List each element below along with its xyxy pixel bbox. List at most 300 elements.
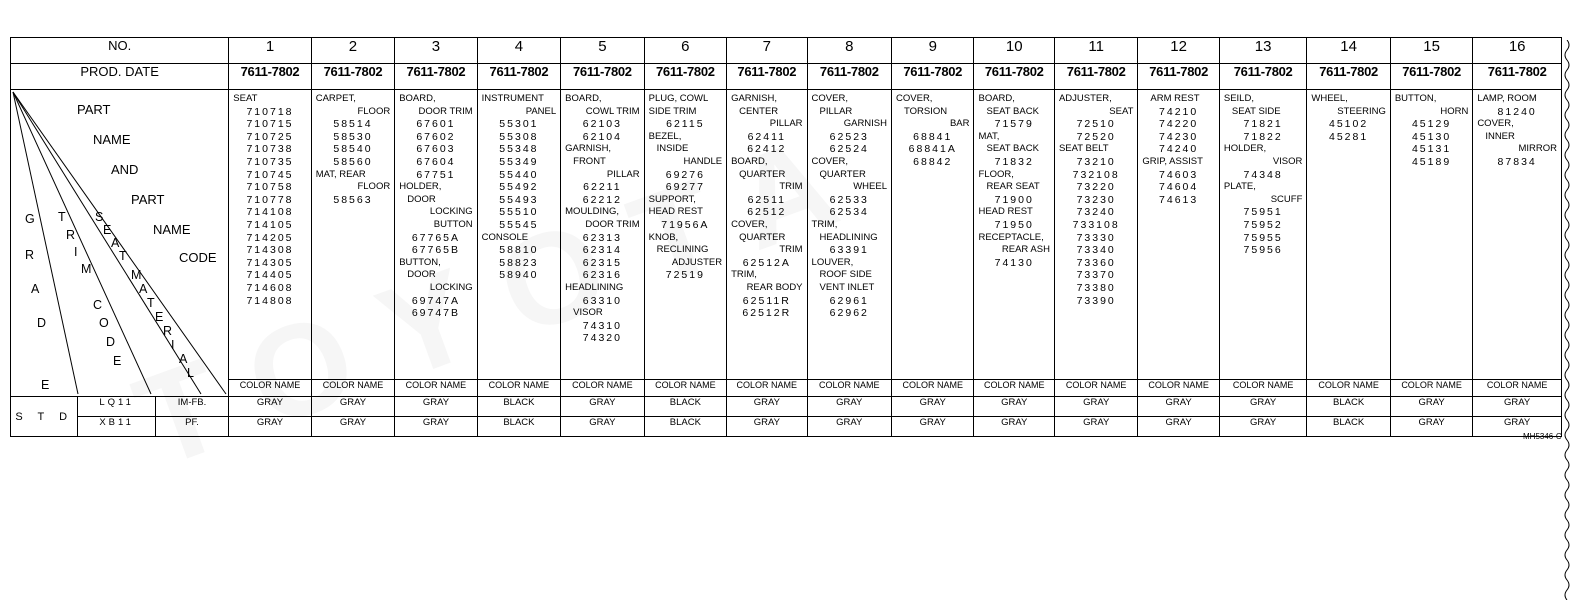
color-value: GRAY bbox=[311, 397, 394, 417]
part-name: COVER, bbox=[811, 93, 848, 104]
part-name: ADJUSTER, bbox=[1058, 93, 1112, 104]
legend-name: NAME bbox=[93, 132, 131, 147]
prod-date-value: 7611-7802 bbox=[1473, 64, 1562, 90]
part-code: 714608 bbox=[246, 281, 294, 294]
part-name: SEAT bbox=[233, 93, 258, 104]
part-name: CONSOLE bbox=[481, 231, 529, 243]
part-code: 73330 bbox=[1076, 231, 1116, 244]
column-number: 3 bbox=[395, 38, 477, 64]
part-code: 45131 bbox=[1411, 143, 1452, 156]
part-name: HOLDER, bbox=[399, 181, 442, 193]
part-code: 69747B bbox=[411, 307, 461, 320]
part-code: 87834 bbox=[1497, 155, 1537, 168]
prod-date-value: 7611-7802 bbox=[311, 64, 394, 90]
column-number: 6 bbox=[644, 38, 726, 64]
part-code: 74310 bbox=[582, 319, 622, 332]
part-code: 710778 bbox=[246, 193, 294, 206]
color-value: GRAY bbox=[974, 397, 1054, 417]
part-code: 710715 bbox=[246, 118, 294, 131]
part-code: 62315 bbox=[582, 256, 622, 269]
legend-diagram bbox=[11, 90, 229, 397]
column-number: 4 bbox=[477, 38, 560, 64]
part-name: SEILD, bbox=[1223, 93, 1254, 104]
part-code: 75952 bbox=[1243, 218, 1283, 231]
part-name: HEAD REST bbox=[978, 206, 1033, 218]
seat-material-letter: I bbox=[171, 338, 175, 352]
part-code: 71950 bbox=[994, 218, 1034, 231]
part-name: CENTER bbox=[739, 105, 779, 117]
part-name: PANEL bbox=[525, 105, 557, 117]
part-name: INSIDE bbox=[656, 143, 689, 155]
part-code: 62512A bbox=[742, 256, 791, 269]
part-name: HEADLINING bbox=[565, 281, 624, 293]
legend-and: AND bbox=[111, 162, 139, 177]
part-name: BAR bbox=[949, 118, 970, 130]
part-code: 45189 bbox=[1411, 155, 1452, 168]
part-name: GRIP, ASSIST bbox=[1142, 155, 1203, 167]
prod-date-value: 7611-7802 bbox=[974, 64, 1054, 90]
part-name: MAT, bbox=[978, 130, 1000, 142]
color-name-header: COLOR NAME bbox=[1054, 380, 1137, 397]
part-name: RECLINING bbox=[656, 244, 709, 256]
part-name: BUTTON, bbox=[1394, 93, 1437, 104]
part-code: 62533 bbox=[829, 193, 869, 206]
part-code: 63391 bbox=[829, 244, 869, 257]
part-code: 71822 bbox=[1243, 130, 1283, 143]
part-name: COWL TRIM bbox=[585, 105, 640, 117]
seat-material-letter: A bbox=[111, 236, 120, 250]
color-value: GRAY bbox=[311, 417, 394, 437]
color-value: GRAY bbox=[1473, 417, 1562, 437]
parts-list bbox=[1138, 90, 1219, 380]
part-code: 58563 bbox=[333, 193, 373, 206]
color-name-header: COLOR NAME bbox=[1473, 380, 1562, 397]
part-name: HEAD REST bbox=[648, 206, 703, 218]
part-name: SEAT BACK bbox=[986, 143, 1039, 155]
part-name: KNOB, bbox=[648, 231, 679, 243]
part-code: 63310 bbox=[582, 294, 622, 307]
part-name: LOUVER, bbox=[811, 256, 854, 268]
part-name: TORSION bbox=[904, 105, 948, 117]
part-code: 73220 bbox=[1076, 181, 1116, 194]
part-code: 71832 bbox=[994, 155, 1034, 168]
part-name: STEERING bbox=[1337, 105, 1386, 117]
prod-date-value: 7611-7802 bbox=[1390, 64, 1472, 90]
part-name: FLOOR, bbox=[978, 168, 1014, 180]
part-code: 55510 bbox=[499, 206, 539, 219]
part-name: INNER bbox=[1485, 130, 1515, 142]
part-code: 732108 bbox=[1072, 168, 1120, 181]
seat-material-letter: L bbox=[187, 366, 194, 380]
column-number: 2 bbox=[311, 38, 394, 64]
part-name: SEAT SIDE bbox=[1231, 105, 1281, 117]
prod-date-value: 7611-7802 bbox=[1054, 64, 1137, 90]
part-code: 74348 bbox=[1243, 168, 1283, 181]
part-code: 73380 bbox=[1076, 281, 1116, 294]
column-number: 13 bbox=[1219, 38, 1307, 64]
part-code: 55545 bbox=[499, 218, 539, 231]
trim-code-cell: LQ11 bbox=[78, 397, 155, 417]
color-value: GRAY bbox=[561, 397, 644, 417]
part-name: PILLAR bbox=[606, 168, 640, 180]
part-code: 58560 bbox=[333, 155, 373, 168]
part-code: 710758 bbox=[246, 181, 294, 194]
part-code: 62313 bbox=[582, 231, 622, 244]
part-code: 45129 bbox=[1411, 118, 1452, 131]
part-code: 710735 bbox=[246, 155, 294, 168]
part-name: PLUG, COWL bbox=[648, 93, 709, 104]
chart-table bbox=[10, 37, 1562, 437]
part-code: 74130 bbox=[994, 256, 1034, 269]
part-code: 67765B bbox=[411, 244, 461, 257]
color-name-header: COLOR NAME bbox=[1307, 380, 1390, 397]
grade-letter: G bbox=[25, 212, 35, 226]
part-code: 710745 bbox=[246, 168, 294, 181]
part-name: COVER, bbox=[896, 93, 933, 104]
parts-list bbox=[311, 90, 394, 380]
part-code: 714308 bbox=[246, 244, 294, 257]
seat-material-cell: PF. bbox=[155, 417, 228, 437]
part-name: BOARD, bbox=[565, 93, 602, 104]
part-code: 74230 bbox=[1159, 130, 1199, 143]
part-name: RECEPTACLE, bbox=[978, 231, 1044, 243]
prod-date-value: 7611-7802 bbox=[561, 64, 644, 90]
parts-list bbox=[727, 90, 807, 380]
part-code: 62511 bbox=[747, 193, 787, 206]
column-number: 8 bbox=[807, 38, 891, 64]
part-name: SEAT BELT bbox=[1058, 143, 1109, 155]
color-name-row bbox=[11, 380, 1562, 397]
part-name: REAR BODY bbox=[746, 281, 803, 293]
part-name: QUARTER bbox=[819, 168, 866, 180]
color-value: BLACK bbox=[1307, 417, 1390, 437]
color-value: GRAY bbox=[807, 417, 891, 437]
color-value: GRAY bbox=[561, 417, 644, 437]
part-name: COVER, bbox=[811, 155, 848, 167]
part-code: 62211 bbox=[583, 181, 622, 194]
color-value: BLACK bbox=[644, 397, 726, 417]
trim-code-letter: T bbox=[58, 210, 66, 224]
part-name: TRIM, bbox=[811, 218, 838, 230]
column-number: 5 bbox=[561, 38, 644, 64]
part-name: SEAT BACK bbox=[986, 105, 1039, 117]
part-code: 71579 bbox=[994, 118, 1034, 131]
grade-letter: A bbox=[31, 282, 40, 296]
part-code: 55493 bbox=[499, 193, 539, 206]
prod-date-row bbox=[11, 64, 1562, 90]
part-code: 73210 bbox=[1076, 155, 1116, 168]
part-code: 62962 bbox=[829, 307, 869, 320]
part-name: REAR ASH bbox=[1001, 244, 1050, 256]
part-code: 58514 bbox=[333, 118, 373, 131]
part-code: 75951 bbox=[1243, 206, 1283, 219]
part-code: 62961 bbox=[829, 294, 869, 307]
trim-color-chart bbox=[10, 37, 1562, 428]
part-name: LAMP, ROOM bbox=[1477, 93, 1537, 104]
seat-material-letter: E bbox=[155, 310, 164, 324]
column-number: 9 bbox=[892, 38, 974, 64]
part-code: 68841A bbox=[908, 143, 957, 156]
color-name-header: COLOR NAME bbox=[727, 380, 807, 397]
color-value: GRAY bbox=[892, 397, 974, 417]
seat-material-cell: IM-FB. bbox=[155, 397, 228, 417]
part-code: 74320 bbox=[582, 332, 622, 345]
part-name: QUARTER bbox=[739, 231, 786, 243]
prod-date-value: 7611-7802 bbox=[1138, 64, 1219, 90]
part-name: TRIM bbox=[779, 181, 803, 193]
part-code: 62411 bbox=[747, 130, 787, 143]
trim-code-cell: XB11 bbox=[78, 417, 155, 437]
part-name: FLOOR bbox=[357, 105, 391, 117]
parts-row bbox=[11, 90, 1562, 380]
color-value: GRAY bbox=[1390, 397, 1472, 417]
part-code: 72519 bbox=[665, 269, 705, 282]
part-name: BUTTON bbox=[433, 218, 473, 230]
part-code: 58540 bbox=[333, 143, 373, 156]
part-code: 710738 bbox=[246, 143, 294, 156]
part-code: 62212 bbox=[582, 193, 622, 206]
part-name: BUTTON, bbox=[399, 256, 441, 268]
part-name: WHEEL bbox=[853, 181, 888, 193]
part-name: BOARD, bbox=[978, 93, 1015, 104]
part-name: LOCKING bbox=[429, 281, 473, 293]
part-name: ARM REST bbox=[1150, 93, 1200, 104]
part-code: 714108 bbox=[246, 206, 294, 219]
part-name: SIDE TRIM bbox=[648, 105, 697, 117]
color-name-header: COLOR NAME bbox=[1390, 380, 1472, 397]
part-code: 71956A bbox=[661, 218, 710, 231]
part-code: 55348 bbox=[499, 143, 539, 156]
prod-date-value: 7611-7802 bbox=[807, 64, 891, 90]
part-code: 74210 bbox=[1159, 105, 1199, 118]
part-name: PILLAR bbox=[819, 105, 853, 117]
part-code: 62316 bbox=[582, 269, 622, 282]
part-code: 74603 bbox=[1159, 168, 1199, 181]
seat-material-letter: T bbox=[147, 296, 155, 310]
seat-material-letter: M bbox=[131, 268, 142, 282]
color-name-header: COLOR NAME bbox=[974, 380, 1054, 397]
legend-name-2: NAME bbox=[153, 222, 191, 237]
color-name-header: COLOR NAME bbox=[395, 380, 477, 397]
color-value: BLACK bbox=[1307, 397, 1390, 417]
part-code: 714808 bbox=[246, 294, 294, 307]
parts-list bbox=[1054, 90, 1137, 380]
color-value: BLACK bbox=[477, 417, 560, 437]
column-number: 11 bbox=[1054, 38, 1137, 64]
part-code: 62511R bbox=[742, 294, 791, 307]
part-code: 74240 bbox=[1159, 143, 1199, 156]
part-name: HEADLINING bbox=[819, 231, 878, 243]
parts-list bbox=[1390, 90, 1472, 380]
part-name: VISOR bbox=[573, 307, 603, 319]
parts-list bbox=[807, 90, 891, 380]
part-name: VISOR bbox=[1272, 155, 1303, 167]
part-name: ADJUSTER bbox=[671, 256, 723, 268]
part-code: 710718 bbox=[246, 105, 294, 118]
color-value: GRAY bbox=[1473, 397, 1562, 417]
column-number: 15 bbox=[1390, 38, 1472, 64]
prod-date-value: 7611-7802 bbox=[644, 64, 726, 90]
part-code: 55349 bbox=[499, 155, 539, 168]
part-code: 714105 bbox=[246, 218, 294, 231]
prod-date-value: 7611-7802 bbox=[477, 64, 560, 90]
part-code: 67604 bbox=[416, 155, 456, 168]
part-name: SEAT bbox=[1109, 105, 1134, 117]
part-code: 55301 bbox=[499, 118, 539, 131]
part-code: 62523 bbox=[829, 130, 869, 143]
prod-date-value: 7611-7802 bbox=[892, 64, 974, 90]
part-code: 75955 bbox=[1243, 231, 1283, 244]
trim-code-letter: E bbox=[113, 354, 122, 368]
prod-date-value: 7611-7802 bbox=[727, 64, 807, 90]
part-code: 74604 bbox=[1159, 181, 1199, 194]
seat-material-letter: A bbox=[139, 282, 148, 296]
part-code: 71821 bbox=[1243, 118, 1283, 131]
std-row-2 bbox=[11, 417, 1562, 437]
color-value: GRAY bbox=[395, 397, 477, 417]
part-code: 67751 bbox=[416, 168, 456, 181]
part-name: MIRROR bbox=[1518, 143, 1557, 155]
part-code: 68842 bbox=[913, 155, 953, 168]
color-value: BLACK bbox=[644, 417, 726, 437]
color-value: GRAY bbox=[1054, 417, 1137, 437]
part-code: 69277 bbox=[665, 181, 705, 194]
number-row bbox=[11, 38, 1562, 64]
parts-list bbox=[974, 90, 1054, 380]
color-value: GRAY bbox=[1219, 397, 1307, 417]
color-name-header: COLOR NAME bbox=[807, 380, 891, 397]
part-name: GARNISH bbox=[843, 118, 888, 130]
part-code: 733108 bbox=[1072, 218, 1120, 231]
part-name: TRIM, bbox=[731, 269, 757, 281]
part-name: DOOR bbox=[407, 269, 436, 281]
part-name: WHEEL, bbox=[1311, 93, 1348, 104]
part-code: 73390 bbox=[1076, 294, 1116, 307]
part-code: 62512 bbox=[747, 206, 787, 219]
part-name: INSTRUMENT bbox=[481, 93, 544, 104]
part-name: BEZEL, bbox=[648, 130, 682, 142]
color-name-header: COLOR NAME bbox=[311, 380, 394, 397]
legend-part: PART bbox=[77, 102, 111, 117]
grade-letter: E bbox=[41, 378, 50, 392]
grade-letter: R bbox=[25, 248, 35, 262]
part-name: CARPET, bbox=[315, 93, 356, 104]
part-name: GARNISH, bbox=[731, 93, 778, 104]
part-name: MOULDING, bbox=[565, 206, 619, 218]
part-name: PLATE, bbox=[1223, 181, 1256, 193]
part-name: SCUFF bbox=[1270, 193, 1303, 205]
part-code: 72510 bbox=[1076, 118, 1116, 131]
trim-code-letter: I bbox=[74, 245, 78, 259]
part-name: VENT INLET bbox=[819, 281, 875, 293]
part-code: 714305 bbox=[246, 256, 294, 269]
part-name: MAT, REAR bbox=[315, 168, 366, 180]
part-code: 71900 bbox=[994, 193, 1034, 206]
trim-code-letter: C bbox=[93, 298, 103, 312]
legend-part-2: PART bbox=[131, 192, 165, 207]
part-name: DOOR TRIM bbox=[585, 218, 640, 230]
part-code: 62115 bbox=[666, 118, 705, 131]
color-value: GRAY bbox=[1390, 417, 1472, 437]
part-code: 58823 bbox=[499, 256, 539, 269]
part-name: LOCKING bbox=[429, 206, 473, 218]
part-code: 45102 bbox=[1329, 118, 1369, 131]
color-value: GRAY bbox=[1138, 417, 1219, 437]
trim-code-letter: D bbox=[106, 335, 116, 349]
part-name: BOARD, bbox=[399, 93, 436, 104]
no-label: NO. bbox=[11, 38, 229, 64]
parts-list bbox=[1219, 90, 1307, 380]
parts-list bbox=[561, 90, 644, 380]
part-code: 62104 bbox=[582, 130, 622, 143]
parts-list bbox=[892, 90, 974, 380]
part-name: SUPPORT, bbox=[648, 193, 696, 205]
column-number: 1 bbox=[229, 38, 311, 64]
part-code: 72520 bbox=[1076, 130, 1116, 143]
color-name-header: COLOR NAME bbox=[1219, 380, 1307, 397]
part-code: 69747A bbox=[411, 294, 461, 307]
part-code: 67603 bbox=[416, 143, 456, 156]
color-name-header: COLOR NAME bbox=[561, 380, 644, 397]
part-code: 714205 bbox=[246, 231, 294, 244]
part-name: FRONT bbox=[573, 155, 606, 167]
part-code: 67602 bbox=[416, 130, 456, 143]
part-code: 67601 bbox=[416, 118, 456, 131]
color-value: GRAY bbox=[229, 417, 311, 437]
grade-std: S T D bbox=[11, 397, 78, 437]
color-value: GRAY bbox=[395, 417, 477, 437]
part-code: 62524 bbox=[829, 143, 869, 156]
parts-list bbox=[395, 90, 477, 380]
part-name: BOARD, bbox=[731, 155, 768, 167]
part-name: DOOR TRIM bbox=[418, 105, 473, 117]
part-code: 73370 bbox=[1076, 269, 1116, 282]
trim-code-letter: O bbox=[99, 316, 109, 330]
part-code: 62512R bbox=[742, 307, 792, 320]
parts-list bbox=[477, 90, 560, 380]
color-value: GRAY bbox=[727, 397, 807, 417]
part-code: 58940 bbox=[499, 269, 539, 282]
color-value: GRAY bbox=[1054, 397, 1137, 417]
color-name-header: COLOR NAME bbox=[1138, 380, 1219, 397]
part-code: 58530 bbox=[333, 130, 373, 143]
part-code: 75956 bbox=[1243, 244, 1283, 257]
color-value: BLACK bbox=[477, 397, 560, 417]
part-code: 69276 bbox=[665, 168, 705, 181]
color-value: GRAY bbox=[727, 417, 807, 437]
seat-material-letter: E bbox=[103, 223, 112, 237]
part-name: HOLDER, bbox=[1223, 143, 1267, 155]
part-code: 68841 bbox=[913, 130, 953, 143]
part-name: HANDLE bbox=[683, 155, 723, 167]
torn-edge bbox=[1562, 40, 1572, 600]
std-row-1 bbox=[11, 397, 1562, 417]
trim-code-letter: R bbox=[66, 228, 76, 242]
reference-code: MH5346-C bbox=[1523, 432, 1562, 441]
seat-material-letter: A bbox=[179, 352, 188, 366]
column-number: 16 bbox=[1473, 38, 1562, 64]
part-name: HORN bbox=[1440, 105, 1469, 117]
color-value: GRAY bbox=[974, 417, 1054, 437]
color-value: GRAY bbox=[229, 397, 311, 417]
part-name: ROOF SIDE bbox=[819, 269, 872, 281]
prod-date-value: 7611-7802 bbox=[395, 64, 477, 90]
part-code: 73340 bbox=[1076, 244, 1116, 257]
part-name: QUARTER bbox=[739, 168, 786, 180]
part-code: 62314 bbox=[582, 244, 622, 257]
color-value: GRAY bbox=[1219, 417, 1307, 437]
prod-date-label: PROD. DATE bbox=[11, 64, 229, 90]
